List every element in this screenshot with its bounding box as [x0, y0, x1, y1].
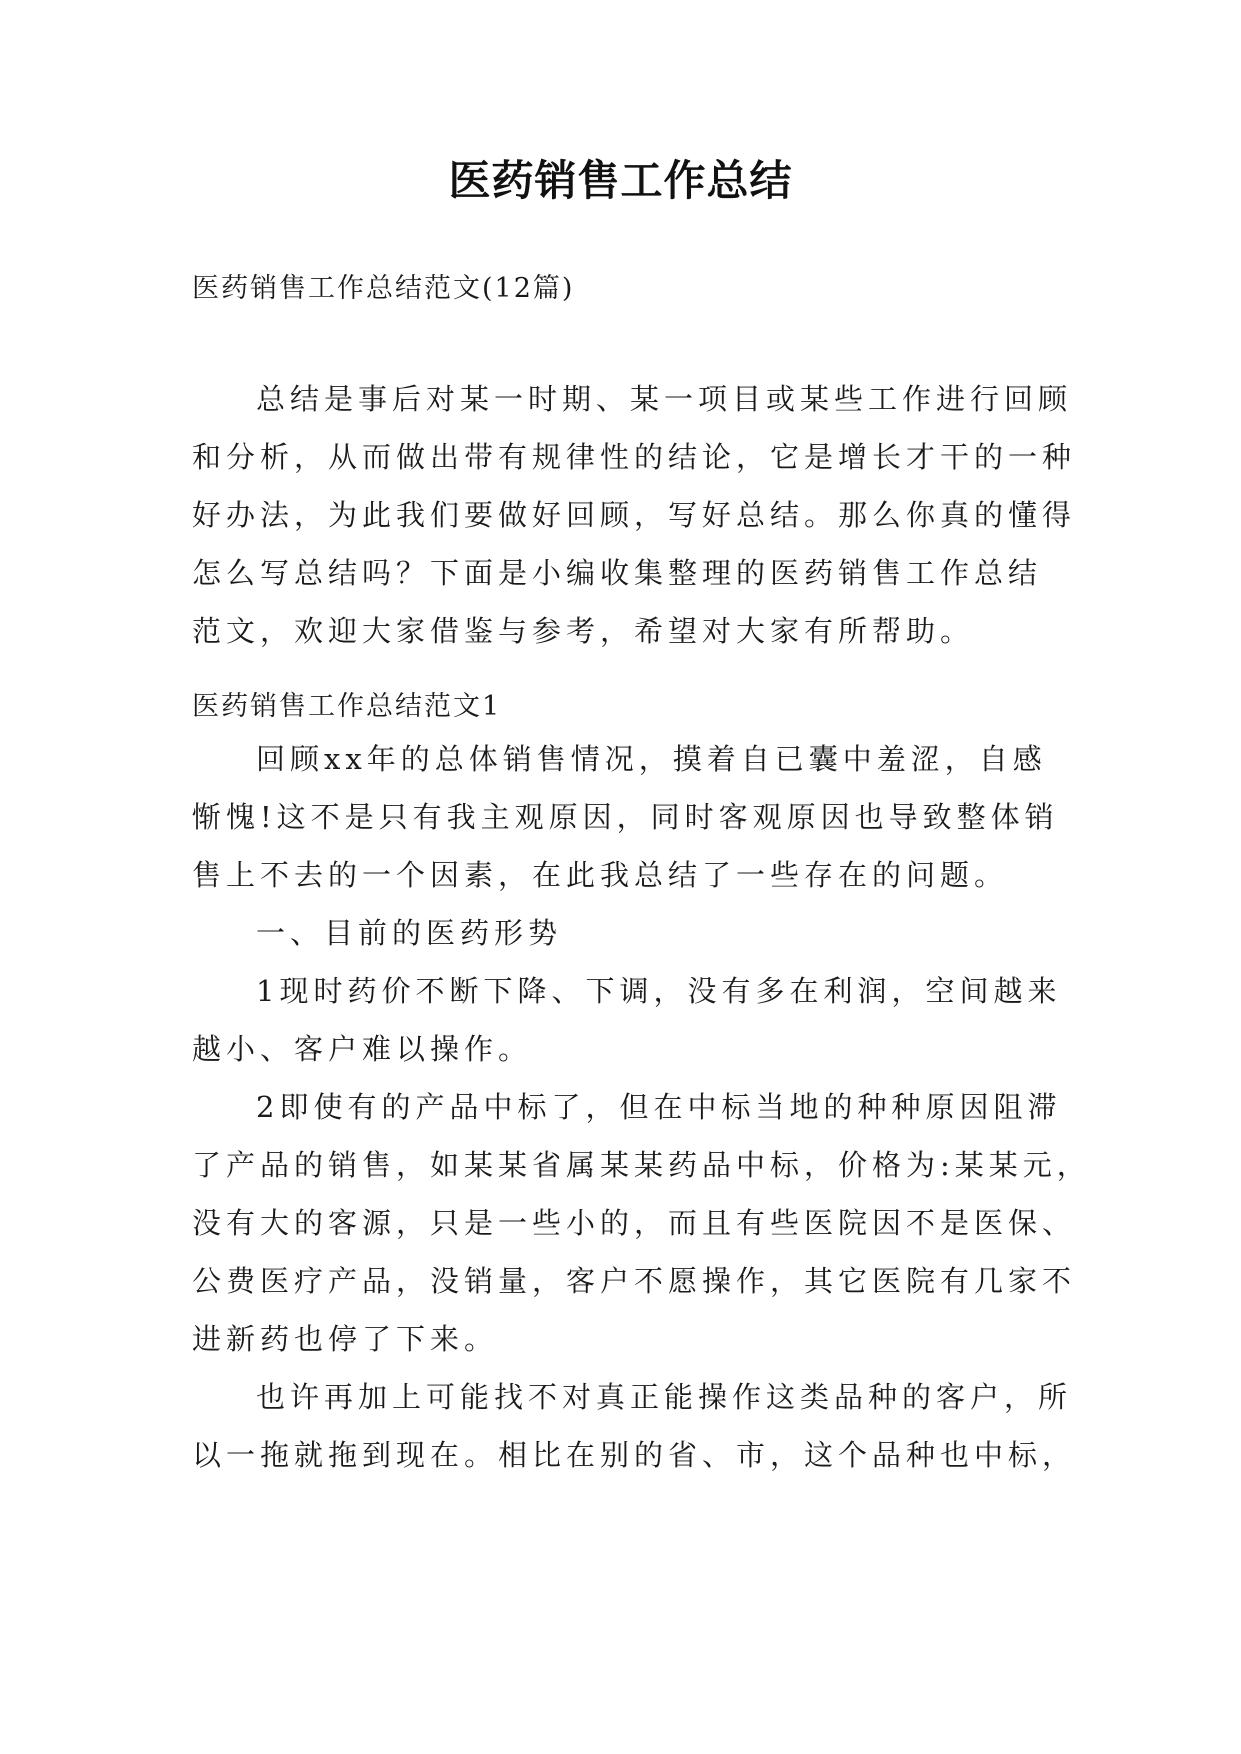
document-subtitle: 医药销售工作总结范文(12篇) — [192, 273, 575, 304]
paragraph-line: 了产品的销售，如某某省属某某药品中标，价格为:某某元， — [192, 1148, 1091, 1182]
paragraph-line: 一、目前的医药形势 — [256, 916, 563, 950]
paragraph-line: 2即使有的产品中标了，但在中标当地的种种原因阻滞 — [256, 1090, 1062, 1124]
paragraph-line: 1现时药价不断下降、下调，没有多在利润，空间越来 — [256, 974, 1062, 1008]
paragraph-line: 进新药也停了下来。 — [192, 1322, 499, 1356]
paragraph-line: 和分析，从而做出带有规律性的结论，它是增长才干的一种 — [192, 440, 1077, 474]
paragraph-line: 回顾xx年的总体销售情况，摸着自已囊中羞涩，自感 — [256, 742, 1047, 776]
paragraph-line: 惭愧!这不是只有我主观原因，同时客观原因也导致整体销 — [192, 800, 1059, 834]
section-body — [192, 730, 1091, 1484]
section-heading: 医药销售工作总结范文1 — [192, 691, 502, 722]
paragraph-line: 公费医疗产品，没销量，客户不愿操作，其它医院有几家不 — [192, 1264, 1077, 1298]
paragraph-line: 以一拖就拖到现在。相比在别的省、市，这个品种也中标， — [192, 1438, 1077, 1472]
paragraph-line: 售上不去的一个因素，在此我总结了一些存在的问题。 — [192, 858, 1009, 892]
paragraph-line: 没有大的客源，只是一些小的，而且有些医院因不是医保、 — [192, 1206, 1077, 1240]
paragraph-line: 怎么写总结吗？下面是小编收集整理的医药销售工作总结 — [192, 556, 1043, 590]
paragraph-line: 总结是事后对某一时期、某一项目或某些工作进行回顾 — [256, 382, 1073, 416]
document-title: 医药销售工作总结 — [448, 156, 793, 205]
paragraph-line: 好办法，为此我们要做好回顾，写好总结。那么你真的懂得 — [192, 498, 1077, 532]
paragraph-line: 也许再加上可能找不对真正能操作这类品种的客户，所 — [256, 1380, 1073, 1414]
paragraph-line: 越小、客户难以操作。 — [192, 1032, 533, 1066]
paragraph-line: 范文，欢迎大家借鉴与参考，希望对大家有所帮助。 — [192, 614, 975, 648]
intro-paragraph — [192, 370, 1077, 660]
